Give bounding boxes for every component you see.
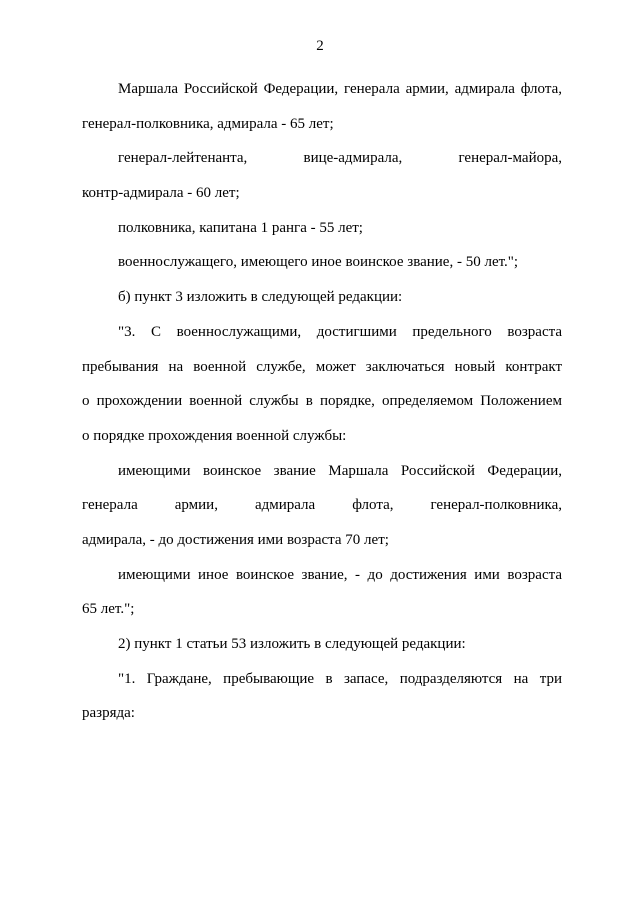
text-line: "3. С военнослужащими, достигшими предельного возраста bbox=[118, 323, 562, 340]
text-line: контр-адмирала - 60 лет; bbox=[82, 185, 240, 202]
text-line: генерал-лейтенанта, вице-адмирала, генерал-майора, bbox=[118, 150, 562, 167]
text-line: военнослужащего, имеющего иное воинское звание, - 50 лет."; bbox=[118, 254, 519, 271]
page-number: 2 bbox=[316, 38, 324, 54]
text-line: разряда: bbox=[82, 705, 135, 722]
text-line: пребывания на военной службе, может заключаться новый контракт bbox=[82, 358, 562, 375]
text-line: о порядке прохождения военной службы: bbox=[82, 427, 347, 444]
text-line: полковника, капитана 1 ранга - 55 лет; bbox=[118, 219, 363, 236]
document-body bbox=[82, 72, 562, 731]
text-line: генерал-полковника, адмирала - 65 лет; bbox=[82, 115, 334, 132]
text-line: "1. Граждане, пребывающие в запасе, подразделяются на три bbox=[118, 670, 562, 687]
text-line: имеющими воинское звание Маршала Российской Федерации, bbox=[118, 462, 562, 479]
text-line: о прохождении военной службы в порядке, определяемом Положением bbox=[82, 393, 562, 410]
text-line: имеющими иное воинское звание, - до достижения ими возраста bbox=[118, 566, 562, 583]
text-line: генерала армии, адмирала флота, генерал-полковника, bbox=[82, 497, 562, 514]
text-line: б) пункт 3 изложить в следующей редакции: bbox=[118, 289, 403, 306]
text-line: Маршала Российской Федерации, генерала армии, адмирала флота, bbox=[118, 81, 562, 97]
text-line: 65 лет."; bbox=[82, 601, 135, 618]
text-line: 2) пункт 1 статьи 53 изложить в следующей редакции: bbox=[118, 636, 466, 652]
text-line: адмирала, - до достижения ими возраста 70 лет; bbox=[82, 531, 389, 548]
